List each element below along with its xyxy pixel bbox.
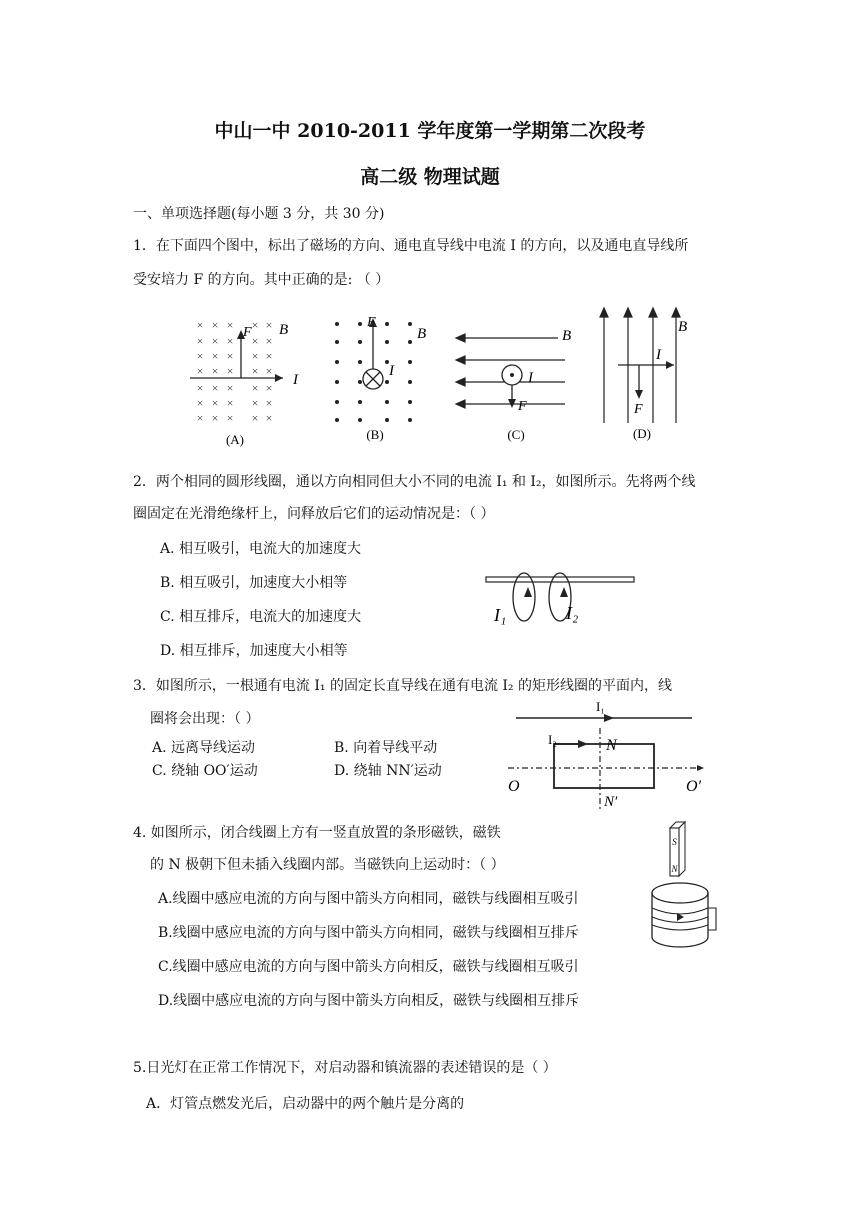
q5-line1: 5.日光灯在正常工作情况下，对启动器和镇流器的表述错误的是（ ） (133, 1060, 557, 1076)
svg-text:×: × (211, 349, 219, 363)
q4-option-d: D.线圈中感应电流的方向与图中箭头方向相反，磁铁与线圈相互排斥 (158, 993, 580, 1009)
svg-text:×: × (196, 318, 204, 332)
svg-text:×: × (265, 381, 273, 395)
q3-i1-label: I₁ (596, 699, 605, 714)
svg-text:×: × (251, 411, 259, 425)
q4-line2: 的 N 极朝下但未插入线圈内部。当磁铁向上运动时：（ ） (150, 857, 505, 873)
q2-figure-coils (480, 565, 640, 630)
svg-text:×: × (251, 349, 259, 363)
q3-oprime-label: O′ (686, 778, 702, 795)
q1-figure-b (325, 312, 440, 450)
q1c-f-label: F (518, 399, 527, 414)
q2-option-d: D. 相互排斥，加速度大小相等 (160, 643, 348, 659)
svg-text:×: × (265, 364, 273, 378)
q4-figure-magnet-coil (640, 820, 725, 952)
q2-i1-label: I₁ (494, 605, 507, 625)
q3-o-label: O (508, 778, 520, 795)
svg-text:×: × (196, 334, 204, 348)
svg-text:×: × (251, 334, 259, 348)
q3-nprime-label: N′ (604, 794, 618, 810)
q2-option-a: A. 相互吸引，电流大的加速度大 (160, 541, 362, 557)
q1b-f-label: F (367, 315, 376, 330)
exam-title: 中山一中 2010-2011 学年度第一学期第二次段考 (214, 120, 646, 142)
q4-option-c: C.线圈中感应电流的方向与图中箭头方向相反，磁铁与线圈相互吸引 (158, 959, 579, 975)
q3-n-label: N (606, 737, 617, 754)
q3-option-a: A. 远离导线运动 (152, 740, 256, 756)
svg-text:×: × (196, 364, 204, 378)
q1-figure-a (185, 312, 315, 450)
q1a-b-label: B (279, 322, 289, 338)
svg-text:×: × (196, 411, 204, 425)
q4-option-a: A.线圈中感应电流的方向与图中箭头方向相同，磁铁与线圈相互吸引 (158, 891, 579, 907)
q3-option-d: D. 绕轴 NN′运动 (334, 763, 442, 779)
svg-text:×: × (265, 318, 273, 332)
svg-text:×: × (226, 396, 234, 410)
svg-text:×: × (251, 396, 259, 410)
q2-option-c: C. 相互排斥，电流大的加速度大 (160, 609, 362, 625)
q1b-b-label: B (417, 326, 427, 342)
svg-text:×: × (265, 396, 273, 410)
q4-s-label: S (672, 837, 677, 847)
svg-text:×: × (196, 381, 204, 395)
q1d-caption: (D) (632, 426, 652, 441)
q1a-i-label: I (293, 372, 298, 388)
svg-text:×: × (226, 364, 234, 378)
q1b-i-label: I (389, 363, 394, 379)
section-heading: 一、单项选择题(每小题 3 分，共 30 分) (133, 206, 385, 222)
svg-text:×: × (211, 411, 219, 425)
q1-figure-c (450, 312, 585, 450)
svg-text:×: × (226, 349, 234, 363)
q3-figure-loop (500, 698, 715, 816)
q4-n-label: N (671, 864, 678, 874)
svg-text:×: × (265, 411, 273, 425)
q3-i2-label: I₂ (548, 732, 557, 747)
svg-text:×: × (211, 381, 219, 395)
q1a-caption: (A) (225, 432, 245, 447)
svg-text:×: × (211, 334, 219, 348)
q1a-f-label: F (243, 325, 252, 340)
q1c-b-label: B (562, 328, 572, 344)
q4-option-b: B.线圈中感应电流的方向与图中箭头方向相同，磁铁与线圈相互排斥 (158, 925, 579, 941)
q3-option-c: C. 绕轴 OO′运动 (152, 763, 258, 779)
q1c-i-label: I (528, 370, 533, 386)
svg-text:×: × (265, 334, 273, 348)
q3-line1: 3．如图所示，一根通有电流 I₁ 的固定长直导线在通有电流 I₂ 的矩形线圈的平面内，线 (133, 678, 672, 694)
svg-text:×: × (226, 381, 234, 395)
q1-figure-d (590, 305, 720, 450)
q3-option-b: B. 向着导线平动 (334, 740, 438, 756)
svg-text:×: × (226, 318, 234, 332)
q4-line1: 4. 如图所示，闭合线圈上方有一竖直放置的条形磁铁，磁铁 (133, 825, 501, 841)
svg-text:×: × (251, 381, 259, 395)
svg-text:×: × (211, 396, 219, 410)
q2-line2: 圈固定在光滑绝缘杆上，问释放后它们的运动情况是：（ ） (133, 506, 495, 522)
q3-line2: 圈将会出现：（ ） (150, 711, 260, 727)
q2-option-b: B. 相互吸引，加速度大小相等 (160, 575, 348, 591)
q1d-f-label: F (634, 402, 643, 417)
svg-text:×: × (211, 364, 219, 378)
svg-text:×: × (196, 396, 204, 410)
svg-text:×: × (226, 411, 234, 425)
svg-text:×: × (211, 318, 219, 332)
q1b-caption: (B) (366, 427, 384, 442)
q1d-b-label: B (678, 319, 688, 335)
q1c-caption: (C) (507, 427, 525, 442)
q1-line2: 受安培力 F 的方向。其中正确的是: （ ） (133, 272, 390, 288)
q1-line1: 1．在下面四个图中，标出了磁场的方向、通电直导线中电流 I 的方向，以及通电直导线所 (133, 238, 689, 254)
q2-line1: 2．两个相同的圆形线圈，通以方向相同但大小不同的电流 I₁ 和 I₂，如图所示。先将两个线 (133, 474, 696, 490)
svg-text:×: × (265, 349, 273, 363)
svg-text:×: × (226, 334, 234, 348)
svg-text:×: × (251, 364, 259, 378)
q5-option-a: A．灯管点燃发光后，启动器中的两个触片是分离的 (146, 1096, 465, 1112)
svg-text:×: × (196, 349, 204, 363)
q1d-i-label: I (656, 347, 661, 363)
q2-i2-label: I₂ (566, 603, 579, 623)
exam-subtitle: 高二级 物理试题 (360, 166, 500, 188)
svg-text:×: × (251, 318, 259, 332)
